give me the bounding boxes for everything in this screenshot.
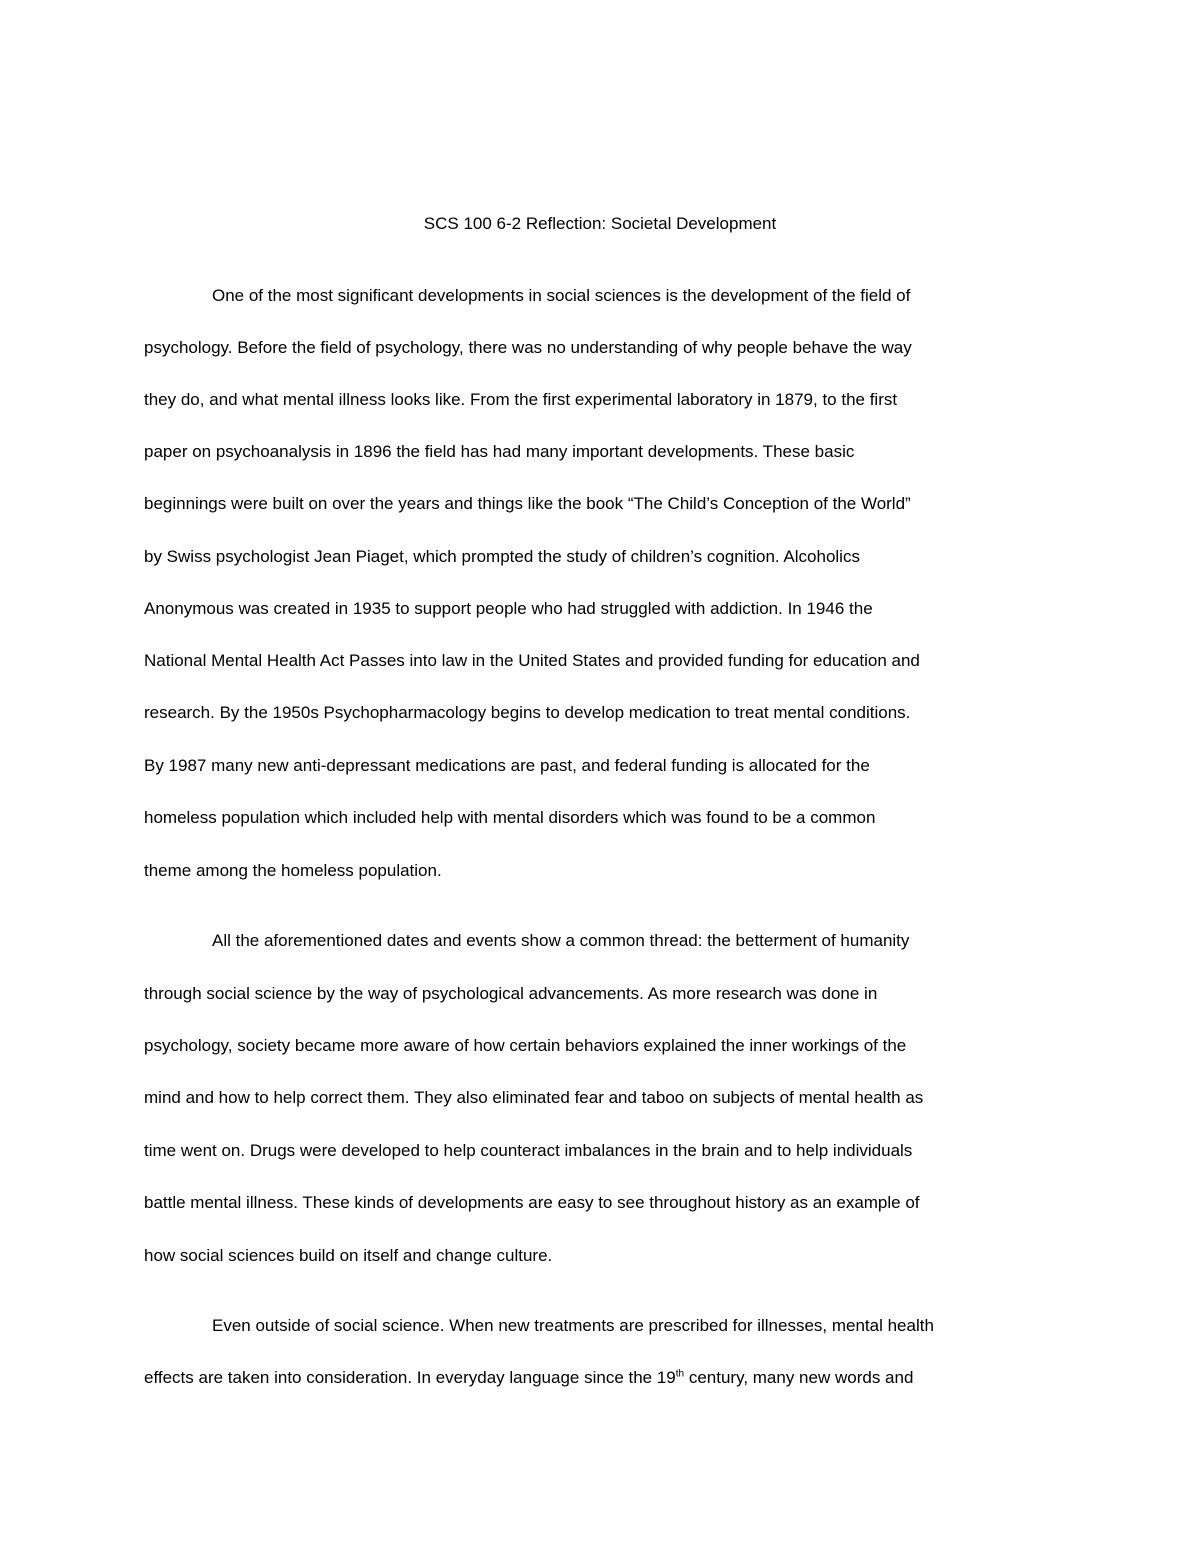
paragraph-line: psychology. Before the field of psychology, there was no understanding of why people behave the way <box>144 338 912 357</box>
paragraph-line: All the aforementioned dates and events show a common thread: the betterment of humanity <box>212 931 910 950</box>
document-title: SCS 100 6-2 Reflection: Societal Development <box>423 214 777 233</box>
line-text: century, many new words and <box>684 1368 914 1387</box>
paragraph-line: mind and how to help correct them. They also eliminated fear and taboo on subjects of mental health as <box>144 1088 924 1107</box>
paragraph-line: homeless population which included help with mental disorders which was found to be a common <box>144 808 876 827</box>
paragraph-line: Anonymous was created in 1935 to support people who had struggled with addiction. In 1946 the <box>144 599 873 618</box>
ordinal-superscript: th <box>675 1368 685 1380</box>
paragraph-line: psychology, society became more aware of how certain behaviors explained the inner workings of the <box>144 1036 907 1055</box>
paragraph-line: theme among the homeless population. <box>144 861 442 880</box>
paragraph-line: through social science by the way of psychological advancements. As more research was done in <box>144 984 878 1003</box>
paragraph-line: paper on psychoanalysis in 1896 the field has had many important developments. These basic <box>144 442 855 461</box>
paragraph-line: how social sciences build on itself and change culture. <box>144 1246 553 1265</box>
paragraph-line <box>144 1362 913 1394</box>
line-text: effects are taken into consideration. In everyday language since the 19 <box>144 1368 676 1387</box>
paragraph-line: National Mental Health Act Passes into law in the United States and provided funding for education and <box>144 651 920 670</box>
paragraph-line: One of the most significant developments in social sciences is the development of the field of <box>212 286 911 305</box>
paragraph-line: research. By the 1950s Psychopharmacology begins to develop medication to treat mental conditions. <box>144 703 911 722</box>
paragraph-line: battle mental illness. These kinds of developments are easy to see throughout history as an example of <box>144 1193 920 1212</box>
paragraph-line: by Swiss psychologist Jean Piaget, which prompted the study of children’s cognition. Alcoholics <box>144 547 860 566</box>
paragraph-line: By 1987 many new anti-depressant medications are past, and federal funding is allocated for the <box>144 756 870 775</box>
paragraph-line: time went on. Drugs were developed to help counteract imbalances in the brain and to help individuals <box>144 1141 913 1160</box>
paragraph-line: beginnings were built on over the years and things like the book “The Child’s Conception of the World” <box>144 494 911 513</box>
paragraph-line: Even outside of social science. When new treatments are prescribed for illnesses, mental health <box>212 1316 934 1335</box>
paragraph-line: they do, and what mental illness looks like. From the first experimental laboratory in 1879, to the first <box>144 390 898 409</box>
